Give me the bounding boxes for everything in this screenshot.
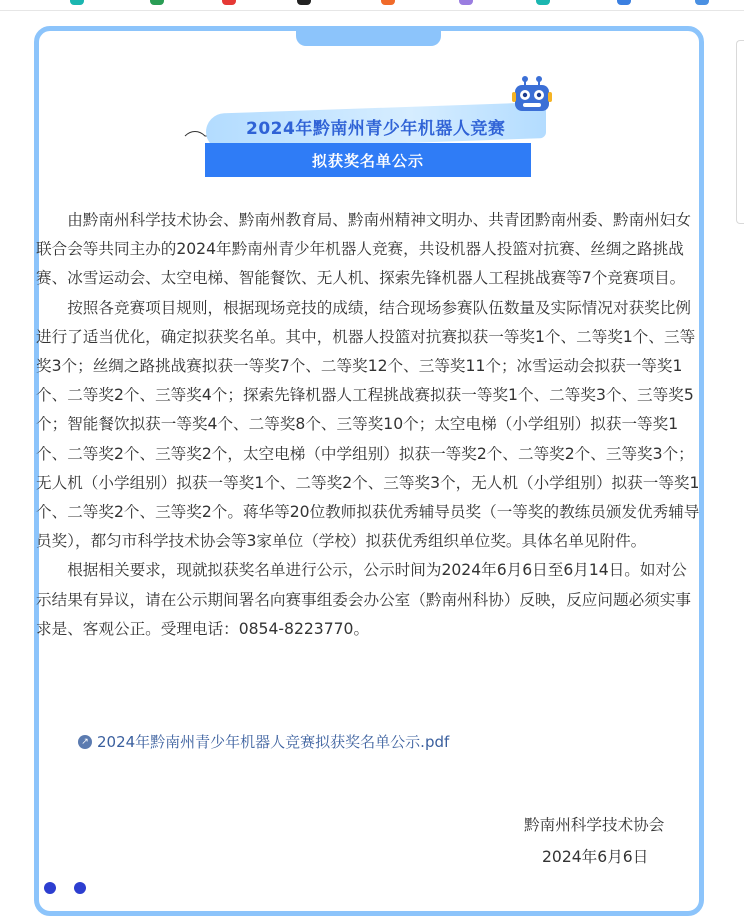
paragraph-intro: 由黔南州科学技术协会、黔南州教育局、黔南州精神文明办、共青团黔南州委、黔南州妇女联合会等共同主办的2024年黔南州青少年机器人竞赛，共设机器人投篮对抗赛、丝绸之路挑战赛、冰雪运动会、太空电梯、智能餐饮、无人机、探索先锋机器人工程挑战赛等7个竞赛项目。 (36, 211, 691, 288)
toolbar-icon-1[interactable] (70, 0, 84, 5)
toolbar-icon-5[interactable] (381, 0, 395, 5)
toolbar-icon-7[interactable] (536, 0, 550, 5)
paragraph-results: 按照各竞赛项目规则，根据现场竞技的成绩，结合现场参赛队伍数量及实际情况对获奖比例进行了适当优化，确定拟获奖名单。其中，机器人投篮对抗赛拟获一等奖1个、二等奖1个、三等奖3个；丝绸之路挑战赛拟获一等奖7个、二等奖12个、三等奖11个；冰雪运动会拟获一等奖1个、二等奖2个、三等奖4个；探索先锋机器人工程挑战赛拟获一等奖1个、二等奖3个、三等奖5个；智能餐饮拟获一等奖4个、二等奖8个、三等奖10个；太空电梯（小学组别）拟获一等奖1个、二等奖2个、三等奖2个，太空电梯（中学组别）拟获一等奖2个、二等奖2个、三等奖3个；无人机（小学组别）拟获一等奖1个、二等奖2个、三等奖3个，无人机（小学组别）拟获一等奖1个、二等奖2个、三等奖2个。蒋华等20位教师拟获优秀辅导员奖（一等奖的教练员颁发优秀辅导员奖），都匀市科学技术协会等3家单位（学校）拟获优秀组织单位奖。具体名单见附件。 (36, 298, 700, 551)
toolbar-icon-8[interactable] (617, 0, 631, 5)
side-panel-edge (736, 40, 744, 224)
toolbar-icon-3[interactable] (222, 0, 236, 5)
event-title: 2024年黔南州青少年机器人竞赛 (246, 118, 506, 139)
paragraph-publicity: 根据相关要求，现就拟获奖名单进行公示，公示时间为2024年6月6日至6月14日。如对公示结果有异议，请在公示期间署名向赛事组委会办公室（黔南州科协）反映，反应问题必须实事求是、客观公正。受理电话：0854-8223770。 (36, 561, 691, 638)
decorative-dot-1 (44, 882, 56, 894)
notice-title-bar (205, 143, 531, 177)
frame-top-tab (296, 26, 441, 46)
article-body (36, 206, 700, 644)
toolbar-icon-9[interactable] (695, 0, 709, 5)
toolbar-icon-4[interactable] (297, 0, 311, 5)
attachment-label[interactable]: 2024年黔南州青少年机器人竞赛拟获奖名单公示.pdf (97, 733, 450, 751)
signature-organization: 黔南州科学技术协会 (524, 816, 665, 834)
browser-toolbar (0, 0, 744, 11)
notice-title: 拟获奖名单公示 (311, 151, 424, 170)
robot-icon (512, 74, 552, 114)
signature-date: 2024年6月6日 (542, 848, 649, 866)
toolbar-icon-2[interactable] (150, 0, 164, 5)
toolbar-icon-6[interactable] (459, 0, 473, 5)
link-icon: ↗ (78, 735, 92, 749)
decorative-dot-2 (74, 882, 86, 894)
attachment-link[interactable] (78, 731, 449, 752)
